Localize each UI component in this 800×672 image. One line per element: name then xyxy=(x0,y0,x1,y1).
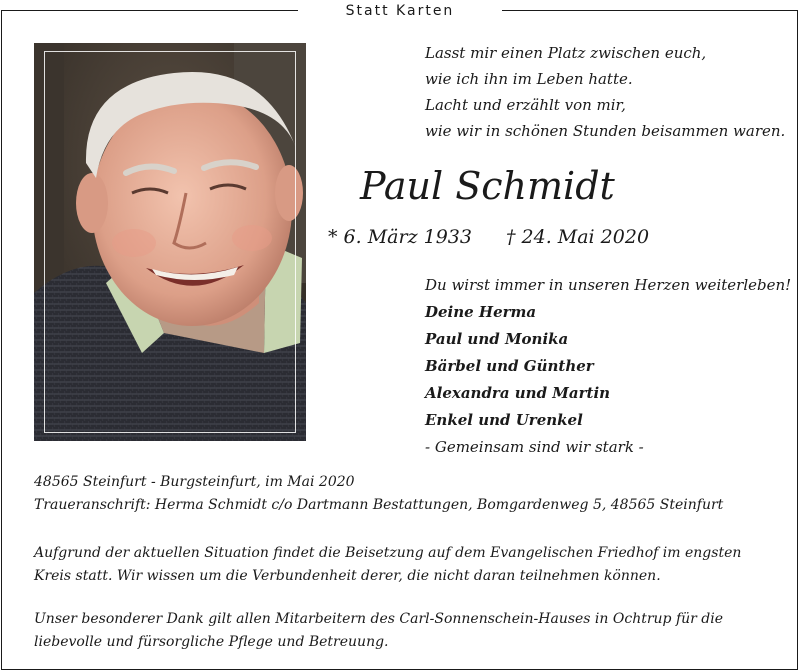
family-member: Bärbel und Günther xyxy=(425,357,594,375)
life-dates xyxy=(328,222,728,252)
birth-date: * 6. März 1933 xyxy=(328,226,472,248)
poem-line: Lasst mir einen Platz zwischen euch, xyxy=(425,44,707,62)
family-member: Deine Herma xyxy=(425,303,537,321)
location-block xyxy=(34,471,774,517)
place-date: 48565 Steinfurt - Burgsteinfurt, im Mai 2020 xyxy=(34,474,355,490)
header-label: Statt Karten xyxy=(298,0,502,22)
thanks-notice: Unser besonderer Dank gilt allen Mitarbeitern des Carl-Sonnenschein-Hauses in Ochtrup für die liebevolle und fürsorgliche Pflege und Betreuung. xyxy=(34,611,724,650)
deceased-name: Paul Schmidt xyxy=(360,164,615,208)
photo-inner-border xyxy=(44,51,296,433)
portrait-photo xyxy=(34,43,306,441)
family-member: Alexandra und Martin xyxy=(425,384,611,402)
family-member: Enkel und Urenkel xyxy=(425,411,583,429)
mourning-address: Traueranschrift: Herma Schmidt c/o Dartmann Bestattungen, Bomgardenweg 5, 48565 Steinfurt xyxy=(34,497,724,513)
poem-line: wie ich ihn im Leben hatte. xyxy=(425,70,633,88)
funeral-notice: Aufgrund der aktuellen Situation findet die Beisetzung auf dem Evangelischen Friedhof im engsten Kreis statt. Wir wissen um die Verbundenheit derer, die nicht daran teilnehmen können. xyxy=(34,545,742,584)
family-block xyxy=(425,272,792,461)
family-member: Paul und Monika xyxy=(425,330,569,348)
family-closing: - Gemeinsam sind wir stark - xyxy=(425,438,644,456)
family-intro: Du wirst immer in unseren Herzen weiterleben! xyxy=(425,276,792,294)
poem-line: wie wir in schönen Stunden beisammen waren. xyxy=(425,122,786,140)
poem-line: Lacht und erzählt von mir, xyxy=(425,96,626,114)
poem xyxy=(425,40,785,144)
death-date: † 24. Mai 2020 xyxy=(505,226,650,248)
